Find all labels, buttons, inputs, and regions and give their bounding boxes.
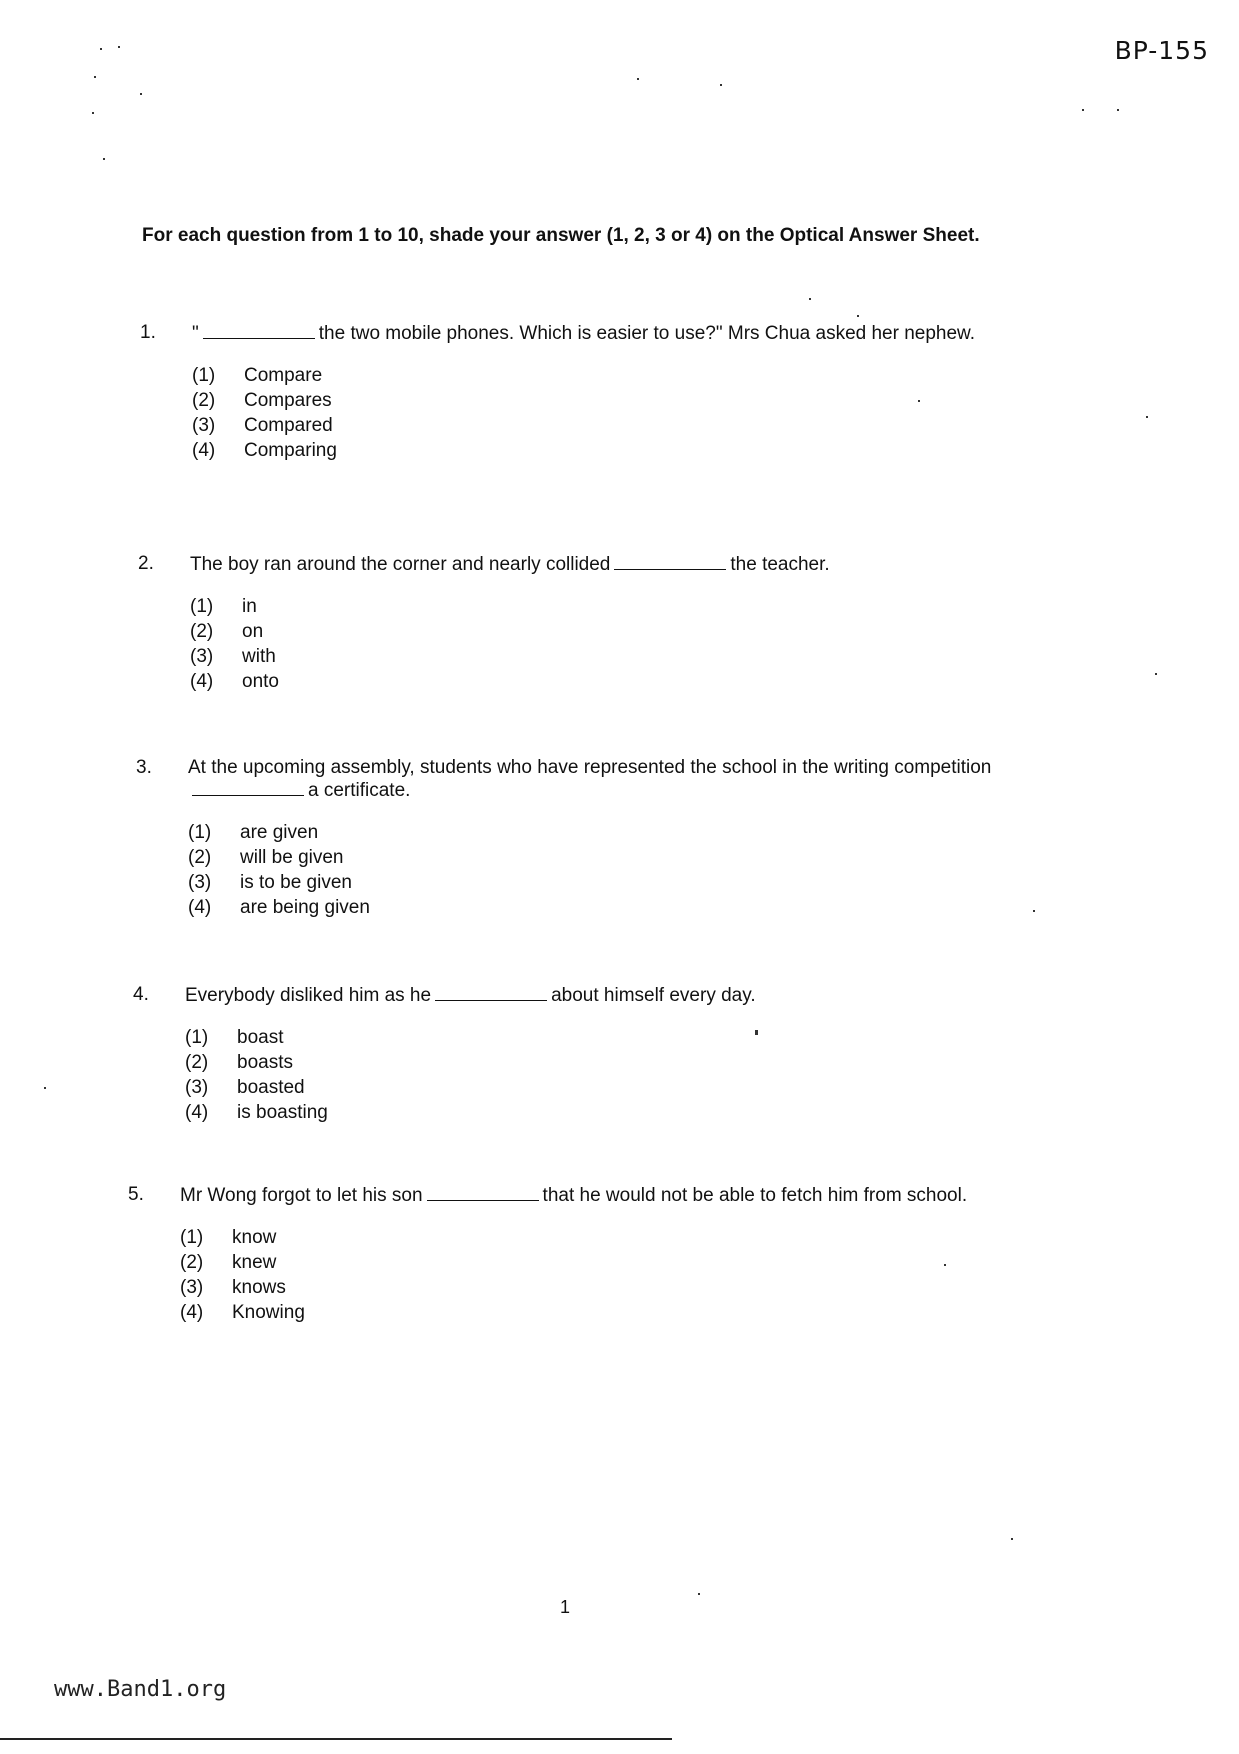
page-code: BP-155 — [1114, 36, 1209, 65]
option-number: (3) — [185, 1077, 209, 1098]
scan-speck — [1155, 673, 1157, 675]
option-number: (3) — [180, 1277, 204, 1298]
scan-speck — [637, 78, 639, 80]
option-number: (3) — [188, 872, 212, 893]
stem-after: about himself every day. — [551, 985, 756, 1006]
stem-before: Mr Wong forgot to let his son — [180, 1185, 423, 1206]
options-list — [185, 1025, 1013, 1125]
option — [185, 1050, 1013, 1075]
stem-after: the two mobile phones. Which is easier to use?" Mrs Chua asked her nephew. — [318, 323, 976, 344]
question-number: 1. — [140, 322, 156, 343]
option-text: boasted — [237, 1077, 305, 1098]
scan-speck — [720, 84, 722, 86]
option-text: Compares — [244, 390, 332, 411]
option-text: Knowing — [232, 1302, 305, 1323]
footer-rule — [0, 1738, 672, 1740]
option-text: are given — [240, 822, 319, 843]
option-number: (1) — [185, 1027, 209, 1048]
option-text: Compared — [244, 415, 333, 436]
question-stem — [190, 553, 1025, 576]
option-number: (1) — [188, 822, 212, 843]
option-text: knew — [232, 1252, 277, 1273]
option — [192, 363, 1020, 388]
option-text: in — [242, 596, 257, 617]
stem-after: that he would not be able to fetch him from school. — [542, 1185, 968, 1206]
answer-blank — [192, 779, 304, 796]
stem-before: Everybody disliked him as he — [185, 985, 432, 1006]
option-number: (2) — [190, 621, 214, 642]
scan-speck — [1033, 910, 1035, 912]
option-text: onto — [242, 671, 279, 692]
option — [185, 1025, 1013, 1050]
scan-speck — [1146, 416, 1148, 418]
options-list — [188, 820, 1016, 920]
scan-speck — [698, 1593, 700, 1595]
option-text: with — [242, 646, 276, 667]
option — [190, 669, 1018, 694]
question-stem — [192, 322, 1027, 345]
option-number: (4) — [192, 440, 216, 461]
question-stem — [188, 757, 1023, 802]
option-number: (3) — [190, 646, 214, 667]
option-number: (4) — [188, 897, 212, 918]
stem-before: The boy ran around the corner and nearly collided — [190, 554, 611, 575]
scan-speck — [140, 93, 142, 95]
option — [190, 594, 1018, 619]
option-number: (1) — [192, 365, 216, 386]
scan-speck — [1117, 109, 1119, 111]
option-text: are being given — [240, 897, 370, 918]
option — [188, 820, 1016, 845]
option-text: boast — [237, 1027, 284, 1048]
scan-speck — [857, 315, 859, 317]
answer-blank — [435, 984, 547, 1001]
option-text: boasts — [237, 1052, 293, 1073]
question-stem — [180, 1184, 1015, 1207]
option-number: (2) — [192, 390, 216, 411]
option — [188, 895, 1016, 920]
option — [185, 1100, 1013, 1125]
question-3 — [136, 757, 1016, 920]
option — [180, 1250, 1008, 1275]
answer-blank — [427, 1184, 539, 1201]
option — [190, 619, 1018, 644]
option — [192, 438, 1020, 463]
option-text: Compare — [244, 365, 323, 386]
question-5 — [128, 1184, 1008, 1325]
option — [185, 1075, 1013, 1100]
scan-speck — [100, 48, 102, 50]
option — [180, 1275, 1008, 1300]
option-text: on — [242, 621, 264, 642]
option-number: (3) — [192, 415, 216, 436]
option-number: (2) — [185, 1052, 209, 1073]
page-number: 1 — [560, 1597, 571, 1617]
question-number: 3. — [136, 757, 152, 778]
option — [192, 388, 1020, 413]
question-number: 4. — [133, 984, 149, 1005]
question-stem — [185, 984, 1020, 1007]
scan-speck — [92, 112, 94, 114]
answer-blank — [614, 553, 726, 570]
option-number: (1) — [180, 1227, 204, 1248]
option-text: knows — [232, 1277, 286, 1298]
question-1 — [140, 322, 1020, 463]
scan-speck — [1082, 109, 1084, 111]
answer-blank — [203, 322, 315, 339]
stem-after: a certificate. — [308, 780, 411, 801]
option-number: (2) — [180, 1252, 204, 1273]
question-number: 2. — [138, 553, 154, 574]
option-number: (1) — [190, 596, 214, 617]
stem-before: At the upcoming assembly, students who have represented the school in the writing competition — [188, 757, 992, 778]
scan-speck — [94, 76, 96, 78]
question-number: 5. — [128, 1184, 144, 1205]
option — [188, 845, 1016, 870]
options-list — [190, 594, 1018, 694]
scan-speck — [103, 158, 105, 160]
options-list — [180, 1225, 1008, 1325]
stem-before: " — [192, 323, 199, 344]
scan-speck — [44, 1087, 46, 1089]
question-2 — [138, 553, 1018, 694]
option-text: is to be given — [240, 872, 352, 893]
option-number: (4) — [185, 1102, 209, 1123]
option-text: know — [232, 1227, 277, 1248]
scan-speck — [118, 46, 120, 48]
question-4 — [133, 984, 1013, 1125]
option — [192, 413, 1020, 438]
website-link[interactable]: www.Band1.org — [54, 1677, 227, 1702]
option-number: (4) — [180, 1302, 204, 1323]
options-list — [192, 363, 1020, 463]
option-text: is boasting — [237, 1102, 328, 1123]
option — [188, 870, 1016, 895]
option — [180, 1300, 1008, 1325]
option-text: will be given — [240, 847, 344, 868]
option-number: (2) — [188, 847, 212, 868]
option-number: (4) — [190, 671, 214, 692]
instructions: For each question from 1 to 10, shade your answer (1, 2, 3 or 4) on the Optical Answer Sheet. — [142, 225, 980, 246]
option-text: Comparing — [244, 440, 337, 461]
stem-after: the teacher. — [730, 554, 830, 575]
scan-speck — [809, 298, 811, 300]
scan-speck — [1011, 1538, 1013, 1540]
option — [180, 1225, 1008, 1250]
option — [190, 644, 1018, 669]
